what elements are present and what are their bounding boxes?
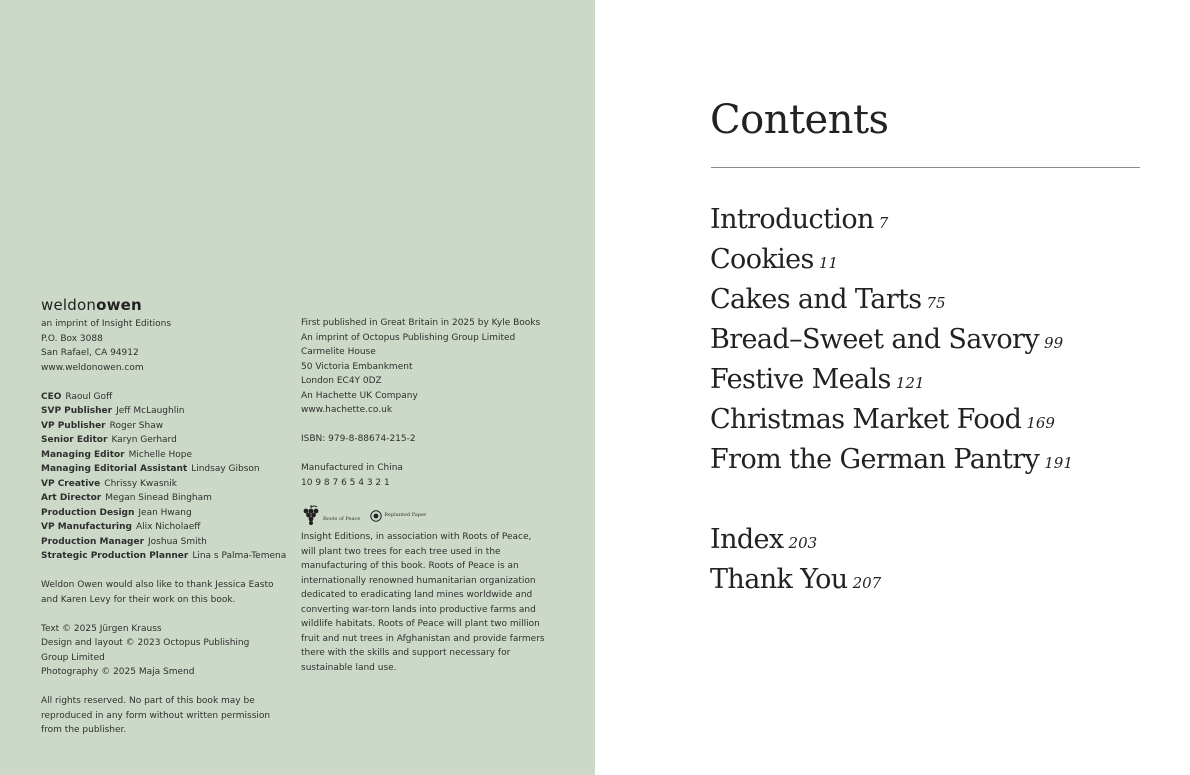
toc-entry-page: 11 xyxy=(818,254,838,272)
toc-entry-page: 75 xyxy=(926,294,946,312)
toc-entry-title: Festive Meals xyxy=(710,364,891,395)
title-divider xyxy=(711,167,1140,168)
back-matter-list xyxy=(710,520,881,600)
toc-entry-title: Christmas Market Food xyxy=(710,404,1022,435)
toc-entry[interactable] xyxy=(710,440,1073,480)
toc-entry-page: 7 xyxy=(878,214,889,232)
staff-row: SVP Publisher Jeff McLaughlin xyxy=(41,406,185,416)
staff-row: VP Publisher Roger Shaw xyxy=(41,420,164,431)
toc-entry[interactable] xyxy=(710,520,881,560)
staff-row: Art Director Megan Sinead Bingham xyxy=(41,493,212,503)
rights-paragraph: All rights reserved. No part of this book may be reproduced in any form without written permission from the publisher. xyxy=(41,696,271,735)
toc-entry-title: Introduction xyxy=(710,204,874,235)
toc-entry[interactable] xyxy=(710,320,1073,360)
toc-entry[interactable] xyxy=(710,200,1073,240)
toc-entry-page: 207 xyxy=(852,574,882,592)
toc-entry-title: Cakes and Tarts xyxy=(710,284,922,315)
toc-entry-title: Cookies xyxy=(710,244,814,275)
staff-row: Production Design Jean Hwang xyxy=(41,507,192,518)
thanks-paragraph: Weldon Owen would also like to thank Jessica Easto and Karen Levy for their work on this book. xyxy=(41,580,274,605)
toc-entry[interactable] xyxy=(710,560,881,600)
manufactured-in: Manufactured in China xyxy=(301,463,403,473)
environment-logos xyxy=(301,502,551,528)
toc-entry-page: 169 xyxy=(1026,414,1055,432)
toc-entry[interactable] xyxy=(710,280,1073,320)
imprint-line: P.O. Box 3088 xyxy=(41,333,103,344)
contents-title: Contents xyxy=(710,97,889,143)
replanted-paper-logo: Replanted Paper xyxy=(370,508,426,523)
staff-row: VP Manufacturing Alix Nicholaeff xyxy=(41,522,201,532)
toc-entry[interactable] xyxy=(710,360,1073,400)
staff-row: CEO Raoul Goff xyxy=(41,391,113,402)
roots-of-peace-paragraph: Insight Editions, in association with Roots of Peace, will plant two trees for each tree used in the manufacturing of this book. Roots of Peace is an internationally renowned humanitarian organization dedicated to eradicating land mines worldwide and converting war-torn lands into productive farms and wildlife habitats. Roots of Peace will plant two million fruit and nut trees in Afghanistan and provide farmers there with the skills and support necessary for sustainable land use. xyxy=(301,532,545,673)
staff-row: Production Manager Joshua Smith xyxy=(41,536,207,547)
toc-entry[interactable] xyxy=(710,240,1073,280)
imprint-line: an imprint of Insight Editions xyxy=(41,319,172,329)
toc-entry[interactable] xyxy=(710,400,1073,440)
toc-entry-title: Index xyxy=(710,524,784,555)
toc-entry-page: 191 xyxy=(1044,454,1073,472)
roots-of-peace-logo: Roots of Peace xyxy=(301,504,360,526)
staff-list xyxy=(41,390,286,564)
seal-icon xyxy=(370,510,382,522)
print-line: 10 9 8 7 6 5 4 3 2 1 xyxy=(301,477,390,488)
chapter-list xyxy=(710,200,1073,480)
publisher-block: First published in Great Britain in 2025 by Kyle Books An imprint of Octopus Publishing Group Limited Carmelite House 50 Victoria Embankment London EC4Y 0DZ An Hachette UK Company www.hachette.co.uk xyxy=(301,316,551,418)
staff-row: Senior Editor Karyn Gerhard xyxy=(41,435,177,445)
toc-entry-title: From the German Pantry xyxy=(710,444,1040,475)
staff-row: Managing Editorial Assistant Lindsay Gibson xyxy=(41,464,260,474)
toc-entry-page: 203 xyxy=(788,534,818,552)
toc-entry-page: 99 xyxy=(1044,334,1064,352)
staff-row: Managing Editor Michelle Hope xyxy=(41,449,193,460)
staff-row: VP Creative Chrissy Kwasnik xyxy=(41,478,177,489)
weldon-owen-logo: weldonowen xyxy=(41,296,142,314)
imprint-column xyxy=(41,296,286,738)
publisher-website: www.hachette.co.uk xyxy=(301,405,393,415)
staff-row: Strategic Production Planner Lina s Palma-Temena xyxy=(41,551,287,561)
grapes-icon xyxy=(301,504,321,526)
toc-entry-title: Thank You xyxy=(710,564,848,595)
imprint-website: www.weldonowen.com xyxy=(41,362,144,373)
toc-entry-title: Bread–Sweet and Savory xyxy=(710,324,1040,355)
isbn: ISBN: 979-8-88674-215-2 xyxy=(301,434,416,444)
publisher-column xyxy=(301,316,551,675)
toc-entry-page: 121 xyxy=(895,374,925,392)
credits-paragraph: Text © 2025 Jürgen Krauss Design and layout © 2023 Octopus Publishing Group Limited Photography © 2025 Maja Smend xyxy=(41,623,250,677)
imprint-line: San Rafael, CA 94912 xyxy=(41,348,139,358)
